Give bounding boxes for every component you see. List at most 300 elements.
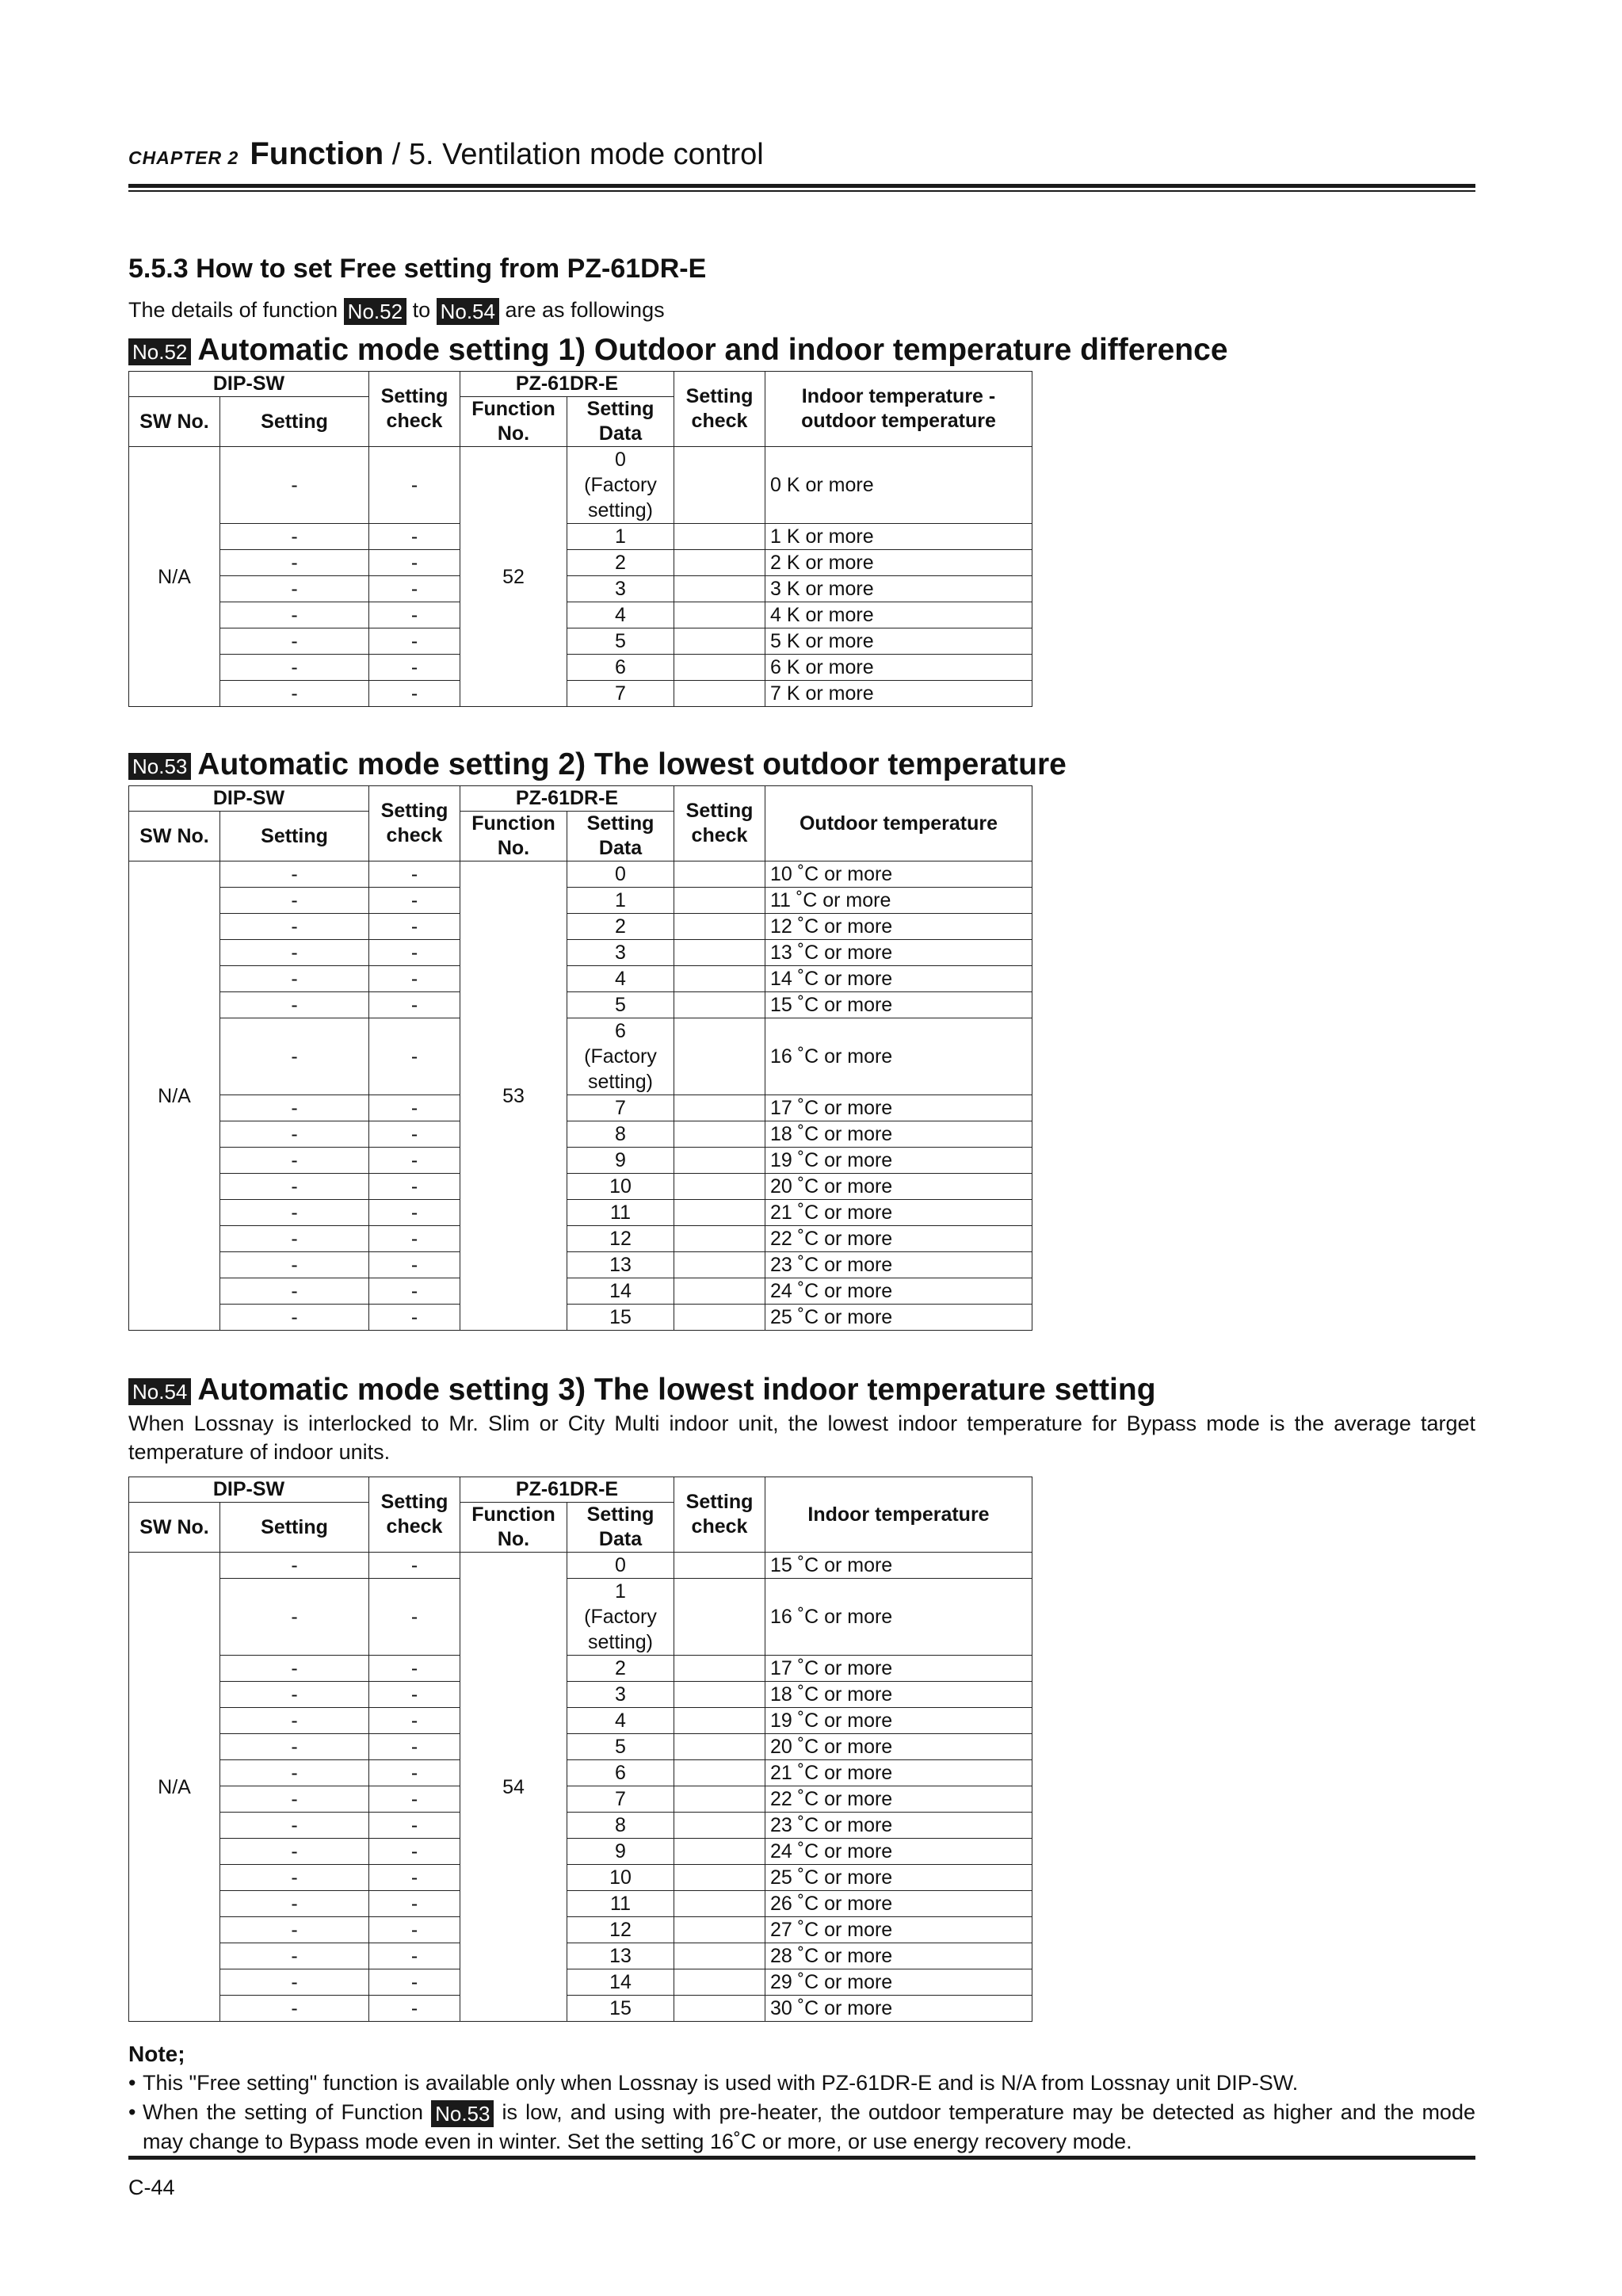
table-row [129,888,1032,914]
result-cell: 18 ˚C or more [765,1682,1032,1708]
setting-data-cell: 4 [567,602,674,628]
setting-data-cell: 5 [567,992,674,1018]
function-tag: No.52 [128,338,191,365]
table-row [129,966,1032,992]
result-cell: 16 ˚C or more [765,1018,1032,1095]
setting-check-cell [674,1996,765,2022]
setting-cell: - [220,861,369,888]
setting-check-cell: - [369,1708,460,1734]
setting-check-cell: - [369,447,460,524]
setting-check-cell [674,1148,765,1174]
setting-data-cell: 6 (Factory setting) [567,1018,674,1095]
setting-data-cell: 2 [567,1656,674,1682]
result-cell: 28 ˚C or more [765,1943,1032,1969]
setting-data-header: Setting Data [567,812,674,861]
table-row [129,861,1032,888]
setting-check-cell [674,1174,765,1200]
setting-cell: - [220,524,369,550]
result-cell: 6 K or more [765,655,1032,681]
setting-data-cell: 15 [567,1996,674,2022]
setting-data-cell: 5 [567,628,674,655]
setting-check-cell: - [369,888,460,914]
setting-data-cell: 12 [567,1917,674,1943]
setting-check-cell [674,1969,765,1996]
table-row [129,1305,1032,1331]
setting-check-cell: - [369,1917,460,1943]
setting-check-cell [674,550,765,576]
setting-check-cell [674,1917,765,1943]
fn53-title: No.53 Automatic mode setting 2) The lowest outdoor temperature [128,747,1067,782]
result-cell: 1 K or more [765,524,1032,550]
setting-data-cell: 0 [567,1553,674,1579]
result-cell: 25 ˚C or more [765,1305,1032,1331]
sw-no-cell: N/A [129,447,220,707]
setting-check-cell [674,940,765,966]
note-list [128,2069,1475,2157]
fn52-title: No.52 Automatic mode setting 1) Outdoor and indoor temperature difference [128,333,1228,368]
setting-data-cell: 7 [567,681,674,707]
dipsw-header: DIP-SW [129,1477,369,1503]
setting-check-cell [674,1656,765,1682]
table-row [129,940,1032,966]
table-row [129,1996,1032,2022]
setting-cell: - [220,1095,369,1121]
setting-check-cell [674,1865,765,1891]
table-row [129,1708,1032,1734]
setting-check-cell [674,1839,765,1865]
fn54-table [128,1477,1032,2022]
setting-cell: - [220,1996,369,2022]
dipsw-header: DIP-SW [129,372,369,397]
setting-check-cell: - [369,550,460,576]
fn52-table [128,371,1032,707]
result-cell: 21 ˚C or more [765,1200,1032,1226]
setting-cell: - [220,1917,369,1943]
setting-cell: - [220,1786,369,1813]
table-row [129,1682,1032,1708]
setting-check-cell [674,1121,765,1148]
table-row [129,550,1032,576]
table-row [129,1200,1032,1226]
chapter-header [128,136,1475,178]
setting-data-cell: 11 [567,1891,674,1917]
setting-check-cell [674,888,765,914]
table-row [129,1121,1032,1148]
note-heading: Note; [128,2042,185,2066]
setting-data-cell: 13 [567,1943,674,1969]
setting-header: Setting [220,1503,369,1553]
setting-data-cell: 15 [567,1305,674,1331]
setting-cell: - [220,681,369,707]
setting-check-cell: - [369,1226,460,1252]
result-header: Indoor temperature - outdoor temperature [765,372,1032,447]
setting-check-cell: - [369,861,460,888]
setting-check-cell [674,1734,765,1760]
table-row [129,1786,1032,1813]
setting-data-cell: 3 [567,1682,674,1708]
setting-check-cell [674,1095,765,1121]
setting-check-cell [674,576,765,602]
setting-data-cell: 13 [567,1252,674,1278]
setting-check-header: Setting check [369,372,460,447]
setting-cell: - [220,1174,369,1200]
setting-cell: - [220,1943,369,1969]
result-cell: 4 K or more [765,602,1032,628]
result-cell: 22 ˚C or more [765,1226,1032,1252]
setting-check-cell: - [369,576,460,602]
setting-data-header: Setting Data [567,397,674,447]
table-row [129,1760,1032,1786]
function-no-header: Function No. [460,812,567,861]
pz-header: PZ-61DR-E [460,372,674,397]
section-path: / 5. Ventilation mode control [384,138,764,171]
setting-check-cell: - [369,1148,460,1174]
setting-data-cell: 5 [567,1734,674,1760]
setting-check-cell: - [369,1252,460,1278]
header-rule-thin [128,190,1475,192]
setting-check-cell [674,914,765,940]
setting-data-cell: 10 [567,1174,674,1200]
table-row [129,1943,1032,1969]
table-row [129,681,1032,707]
section-intro: The details of function No.52 to No.54 are as followings [128,298,665,323]
setting-cell: - [220,1252,369,1278]
setting-data-cell: 7 [567,1786,674,1813]
setting-cell: - [220,888,369,914]
table-row [129,576,1032,602]
function-no-header: Function No. [460,397,567,447]
setting-data-cell: 1 [567,888,674,914]
setting-cell: - [220,602,369,628]
result-cell: 5 K or more [765,628,1032,655]
setting-check-cell: - [369,1278,460,1305]
setting-check-cell [674,1200,765,1226]
setting-data-cell: 8 [567,1813,674,1839]
setting-check-cell: - [369,628,460,655]
setting-check-cell [674,1760,765,1786]
section-title: 5.5.3 How to set Free setting from PZ-61DR-E [128,254,707,284]
result-cell: 0 K or more [765,447,1032,524]
setting-cell: - [220,1839,369,1865]
setting-check-cell [674,1278,765,1305]
setting-check-header: Setting check [674,1477,765,1553]
result-cell: 29 ˚C or more [765,1969,1032,1996]
setting-check-cell [674,992,765,1018]
result-cell: 21 ˚C or more [765,1760,1032,1786]
function-no-header: Function No. [460,1503,567,1553]
table-row [129,1252,1032,1278]
function-tag: No.53 [128,753,191,780]
setting-check-cell [674,602,765,628]
setting-data-cell: 14 [567,1278,674,1305]
setting-data-cell: 10 [567,1865,674,1891]
function-label: Function [250,136,384,171]
result-cell: 17 ˚C or more [765,1656,1032,1682]
function-tag: No.53 [431,2100,494,2127]
note-item: • This "Free setting" function is available only when Lossnay is used with PZ-61DR-E and is N/A from Lossnay unit DIP-SW. [128,2069,1475,2098]
result-cell: 24 ˚C or more [765,1278,1032,1305]
setting-cell: - [220,1891,369,1917]
setting-data-cell: 4 [567,1708,674,1734]
setting-check-header: Setting check [674,372,765,447]
function-no-cell: 53 [460,861,567,1331]
setting-check-cell [674,1682,765,1708]
setting-check-cell [674,1708,765,1734]
result-cell: 16 ˚C or more [765,1579,1032,1656]
setting-check-header: Setting check [369,786,460,861]
setting-check-cell: - [369,1579,460,1656]
setting-check-cell [674,655,765,681]
result-header: Outdoor temperature [765,786,1032,861]
result-cell: 19 ˚C or more [765,1148,1032,1174]
table-row [129,1839,1032,1865]
setting-check-cell: - [369,1943,460,1969]
setting-check-header: Setting check [674,786,765,861]
setting-check-cell [674,681,765,707]
setting-cell: - [220,1813,369,1839]
setting-cell: - [220,1760,369,1786]
setting-check-cell: - [369,1969,460,1996]
setting-check-cell: - [369,1786,460,1813]
setting-cell: - [220,1148,369,1174]
setting-data-cell: 2 [567,914,674,940]
setting-cell: - [220,966,369,992]
table-row [129,447,1032,524]
setting-check-cell [674,1813,765,1839]
fn54-title: No.54 Automatic mode setting 3) The lowest indoor temperature setting [128,1373,1156,1408]
result-cell: 30 ˚C or more [765,1996,1032,2022]
result-cell: 15 ˚C or more [765,1553,1032,1579]
setting-check-cell [674,524,765,550]
setting-cell: - [220,628,369,655]
setting-data-cell: 9 [567,1148,674,1174]
setting-data-cell: 11 [567,1200,674,1226]
setting-check-cell: - [369,1865,460,1891]
note-item: • When the setting of Function No.53 is low, and using with pre-heater, the outdoor temperature may be detected as higher and the mode may change to Bypass mode even in winter. Set the setting 16˚C or more, or use energy recovery mode. [128,2098,1475,2157]
pz-header: PZ-61DR-E [460,1477,674,1503]
header-rule-thick [128,184,1475,188]
setting-check-cell [674,1579,765,1656]
setting-cell: - [220,1553,369,1579]
setting-check-cell: - [369,1839,460,1865]
setting-cell: - [220,1656,369,1682]
setting-cell: - [220,1682,369,1708]
setting-cell: - [220,447,369,524]
setting-check-cell: - [369,1760,460,1786]
result-cell: 20 ˚C or more [765,1734,1032,1760]
setting-check-cell: - [369,1121,460,1148]
setting-check-cell [674,861,765,888]
result-cell: 17 ˚C or more [765,1095,1032,1121]
result-cell: 3 K or more [765,576,1032,602]
setting-check-cell [674,1943,765,1969]
table-header-row [129,372,1032,397]
function-tag: No.54 [128,1378,191,1405]
result-cell: 19 ˚C or more [765,1708,1032,1734]
table-header-row [129,1477,1032,1503]
sw-no-header: SW No. [129,812,220,861]
setting-header: Setting [220,397,369,447]
setting-check-cell: - [369,1018,460,1095]
setting-check-cell: - [369,1734,460,1760]
result-cell: 26 ˚C or more [765,1891,1032,1917]
table-row [129,1813,1032,1839]
table-row [129,1553,1032,1579]
setting-check-cell [674,1252,765,1278]
result-cell: 10 ˚C or more [765,861,1032,888]
result-cell: 18 ˚C or more [765,1121,1032,1148]
footer-rule [128,2156,1475,2160]
setting-data-cell: 12 [567,1226,674,1252]
table-row [129,1226,1032,1252]
setting-check-cell [674,1786,765,1813]
setting-check-cell: - [369,1682,460,1708]
setting-check-cell [674,1226,765,1252]
dipsw-header: DIP-SW [129,786,369,812]
sw-no-cell: N/A [129,1553,220,2022]
table-row [129,1656,1032,1682]
setting-cell: - [220,1226,369,1252]
setting-data-cell: 6 [567,1760,674,1786]
setting-check-cell: - [369,1200,460,1226]
setting-check-cell [674,447,765,524]
table-row [129,1891,1032,1917]
chapter-label: CHAPTER 2 [128,147,239,168]
setting-data-cell: 8 [567,1121,674,1148]
result-cell: 23 ˚C or more [765,1252,1032,1278]
setting-cell: - [220,1734,369,1760]
setting-check-cell: - [369,940,460,966]
setting-cell: - [220,940,369,966]
setting-cell: - [220,576,369,602]
setting-cell: - [220,1865,369,1891]
setting-check-cell: - [369,602,460,628]
fn54-description: When Lossnay is interlocked to Mr. Slim or City Multi indoor unit, the lowest indoor temperature for Bypass mode is the average target temperature of indoor units. [128,1412,1475,1464]
table-row [129,524,1032,550]
setting-check-cell [674,1891,765,1917]
setting-cell: - [220,992,369,1018]
setting-check-cell [674,1305,765,1331]
table-row [129,1734,1032,1760]
setting-header: Setting [220,812,369,861]
result-cell: 2 K or more [765,550,1032,576]
setting-cell: - [220,1969,369,1996]
setting-cell: - [220,1579,369,1656]
setting-check-cell [674,1018,765,1095]
function-no-cell: 54 [460,1553,567,2022]
table-row [129,1969,1032,1996]
table-row [129,1865,1032,1891]
table-row [129,992,1032,1018]
setting-data-cell: 6 [567,655,674,681]
setting-check-cell: - [369,524,460,550]
setting-check-cell: - [369,1305,460,1331]
setting-data-cell: 1 (Factory setting) [567,1579,674,1656]
result-cell: 7 K or more [765,681,1032,707]
setting-check-cell: - [369,1656,460,1682]
page-number: C-44 [128,2176,175,2199]
fn53-table [128,785,1032,1331]
result-cell: 20 ˚C or more [765,1174,1032,1200]
table-row [129,1917,1032,1943]
pz-header: PZ-61DR-E [460,786,674,812]
result-header: Indoor temperature [765,1477,1032,1553]
setting-cell: - [220,1305,369,1331]
table-row [129,602,1032,628]
setting-data-cell: 7 [567,1095,674,1121]
sw-no-cell: N/A [129,861,220,1331]
setting-data-cell: 3 [567,940,674,966]
setting-check-header: Setting check [369,1477,460,1553]
table-row [129,1148,1032,1174]
sw-no-header: SW No. [129,397,220,447]
table-header-row [129,786,1032,812]
table-row [129,628,1032,655]
result-cell: 25 ˚C or more [765,1865,1032,1891]
setting-check-cell: - [369,1174,460,1200]
result-cell: 14 ˚C or more [765,966,1032,992]
setting-check-cell: - [369,1996,460,2022]
setting-check-cell: - [369,1891,460,1917]
result-cell: 22 ˚C or more [765,1786,1032,1813]
table-row [129,1018,1032,1095]
function-no-cell: 52 [460,447,567,707]
setting-data-cell: 14 [567,1969,674,1996]
setting-cell: - [220,655,369,681]
setting-check-cell: - [369,1553,460,1579]
setting-check-cell: - [369,655,460,681]
setting-cell: - [220,1018,369,1095]
setting-data-cell: 2 [567,550,674,576]
table-row [129,1278,1032,1305]
function-tag: No.52 [344,298,406,325]
setting-check-cell: - [369,966,460,992]
setting-check-cell: - [369,914,460,940]
setting-data-cell: 1 [567,524,674,550]
table-row [129,1174,1032,1200]
setting-check-cell [674,1553,765,1579]
result-cell: 23 ˚C or more [765,1813,1032,1839]
table-row [129,1095,1032,1121]
setting-check-cell: - [369,1095,460,1121]
sw-no-header: SW No. [129,1503,220,1553]
setting-data-cell: 3 [567,576,674,602]
result-cell: 11 ˚C or more [765,888,1032,914]
result-cell: 15 ˚C or more [765,992,1032,1018]
setting-data-cell: 0 [567,861,674,888]
setting-data-header: Setting Data [567,1503,674,1553]
setting-data-cell: 0 (Factory setting) [567,447,674,524]
result-cell: 12 ˚C or more [765,914,1032,940]
setting-check-cell [674,966,765,992]
setting-data-cell: 4 [567,966,674,992]
setting-check-cell: - [369,681,460,707]
setting-check-cell [674,628,765,655]
setting-cell: - [220,1278,369,1305]
setting-cell: - [220,1708,369,1734]
setting-cell: - [220,1121,369,1148]
table-row [129,1579,1032,1656]
table-row [129,655,1032,681]
result-cell: 27 ˚C or more [765,1917,1032,1943]
setting-check-cell: - [369,992,460,1018]
setting-cell: - [220,1200,369,1226]
setting-check-cell: - [369,1813,460,1839]
result-cell: 24 ˚C or more [765,1839,1032,1865]
table-row [129,914,1032,940]
function-tag: No.54 [437,298,499,325]
setting-data-cell: 9 [567,1839,674,1865]
